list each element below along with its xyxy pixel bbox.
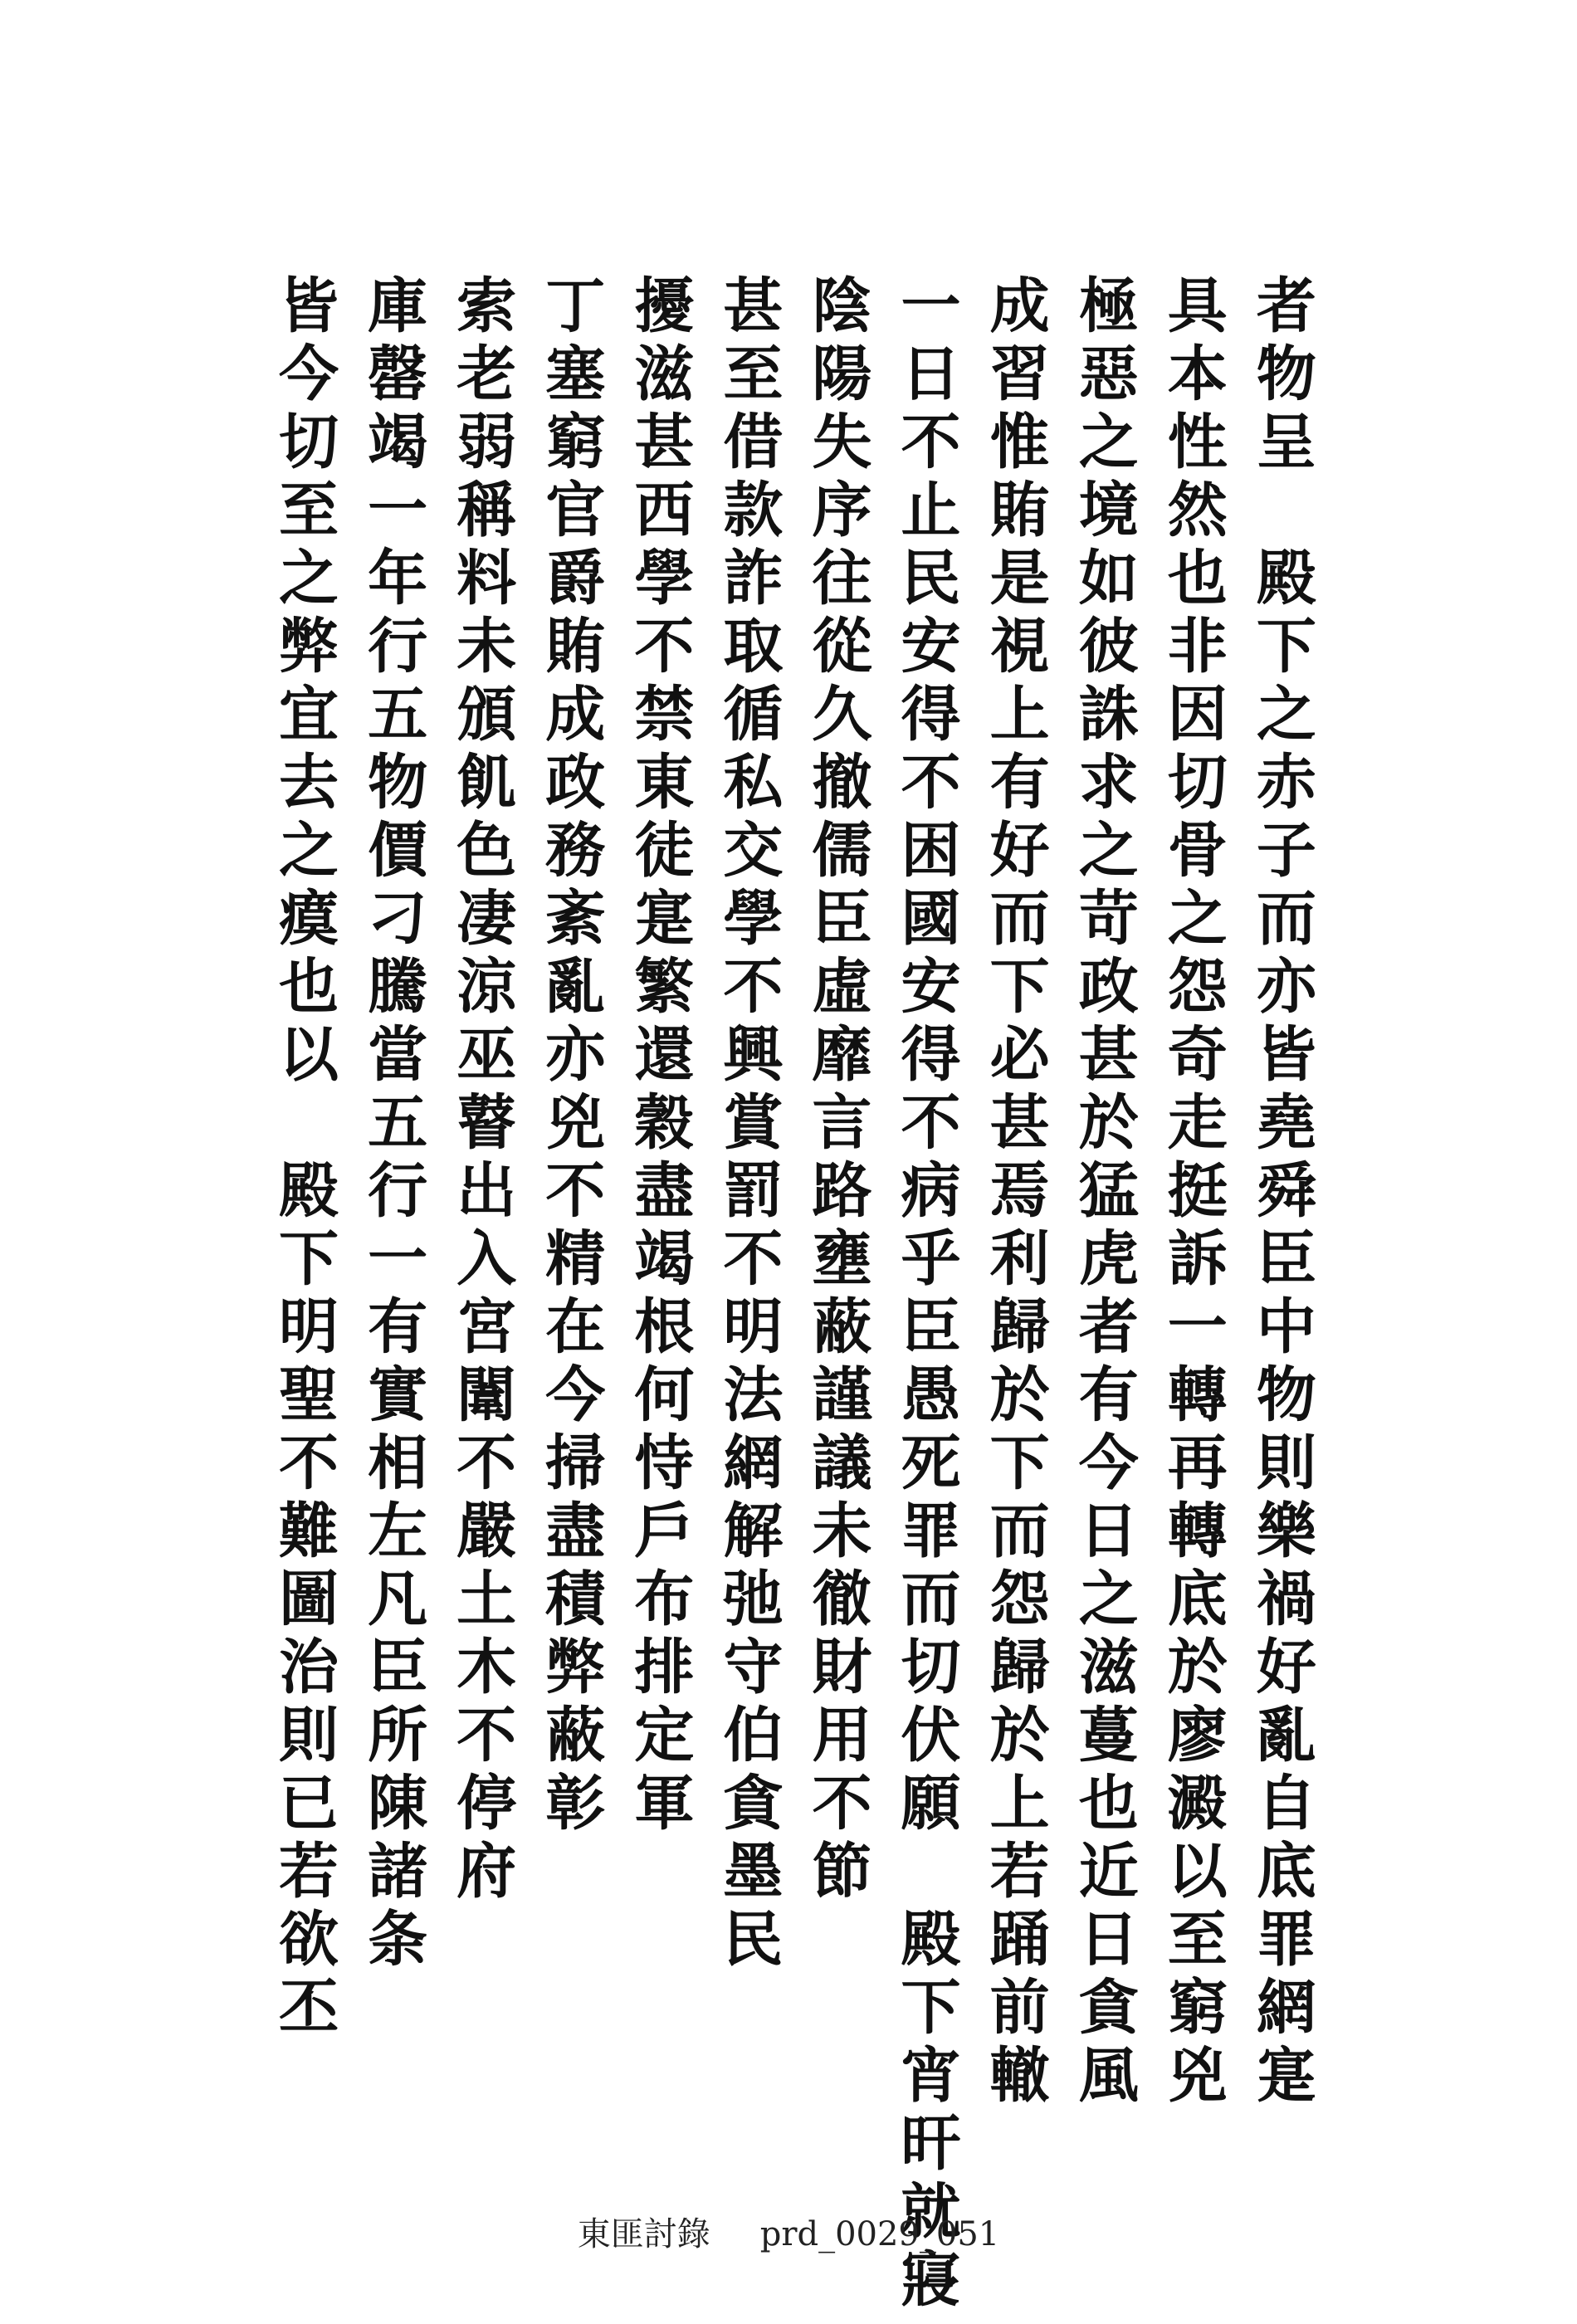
manuscript-column: 庫罄竭一年行五物價刁騰當五行一有實相左凡臣所陳諸条	[358, 274, 429, 1975]
manuscript-column: 成習惟賄是視上有好而下必甚焉利歸於下而怨歸於上若踊前轍	[979, 274, 1051, 2112]
manuscript-column: 者物呈 殿下之赤子而亦皆堯舜臣中物則樂禍好亂自底罪網寔	[1246, 274, 1317, 2112]
manuscript-column: 極惡之境如彼誅求之苛政甚於猛虎者有今日之滋蔓也近日貪風	[1068, 274, 1140, 2112]
page-id: prd_0029_051	[759, 2215, 1000, 2253]
manuscript-column: 皆今切至之弊宜去之瘼也以 殿下明聖不難圖治則已若欲丕	[269, 274, 339, 2043]
manuscript-column: 陰陽失序往從久撤儒臣虛靡言路壅蔽謹議未徹財用不節	[802, 274, 873, 1907]
manuscript-column: 具本性然也非因切骨之怨奇走挺訴一轉再轉底於廖澱以至窮兇	[1157, 274, 1228, 2112]
manuscript-column: 丁塞窮官爵賄成政務紊亂亦兇不精在今掃盡積弊蔽彰	[535, 274, 607, 1839]
manuscript-column: 擾滋甚西學不禁東徒寔繁還穀盡竭根何恃戶布排定軍	[624, 274, 696, 1839]
book-title: 東匪討錄	[577, 2215, 710, 2253]
manuscript-column: 索老弱稱料未頒飢色凄涼巫瞽出入宮闈不嚴土木不停府	[447, 274, 518, 1907]
manuscript-column: 甚至借款詐取循私交學不興賞罰不明法網解弛守伯貪墨民	[713, 274, 784, 1975]
manuscript-column: 一日不止民安得不困國安得不病乎臣愚死罪而切伏願 殿下宵旰就寢	[891, 274, 962, 2316]
page-footer	[0, 2208, 1577, 2255]
